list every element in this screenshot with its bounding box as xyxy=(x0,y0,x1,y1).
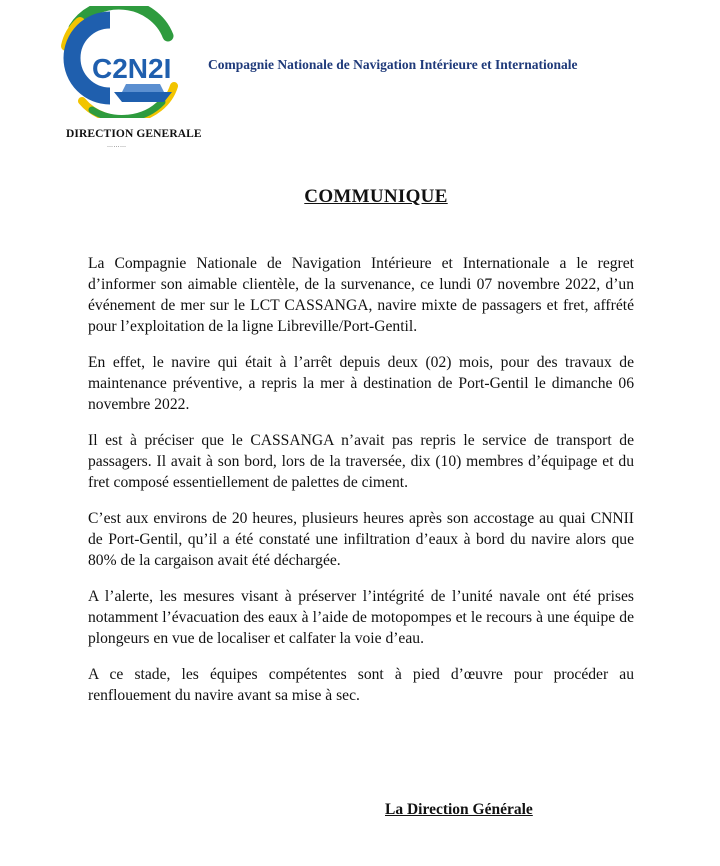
paragraph-3: Il est à préciser que le CASSANGA n’avait pas repris le service de transport de passagers. Il avait à son bord, lors de la traversée, dix (10) membres d’équipage et du fret composé essentiellement de palettes de ciment. xyxy=(88,432,634,491)
paragraph-1: La Compagnie Nationale de Navigation Intérieure et Internationale a le regret d’informer son aimable clientèle, de la survenance, ce lundi 07 novembre 2022, d’un événement de mer sur le LCT CASSANGA, navire mixte de passagers et fret, affrété pour l’exploitation de la ligne Libreville/Port-Gentil. xyxy=(88,255,634,335)
direction-dots: ……… xyxy=(107,143,127,149)
document-title: COMMUNIQUE xyxy=(304,186,448,207)
direction-label: DIRECTION GENERALE xyxy=(66,128,202,140)
company-name: Compagnie Nationale de Navigation Intérieure et Internationale xyxy=(208,57,578,72)
signature: La Direction Générale xyxy=(385,801,533,818)
paragraph-6: A ce stade, les équipes compétentes sont à pied d’œuvre pour procéder au renflouement du navire avant sa mise à sec. xyxy=(88,666,634,704)
communique-body xyxy=(88,253,634,721)
company-logo xyxy=(52,6,182,118)
paragraph-4: C’est aux environs de 20 heures, plusieurs heures après son accostage au quai CNNII de Port-Gentil, qu’il a été constaté une infiltration d’eaux à bord du navire alors que 80% de la cargaison avait été déchargée. xyxy=(88,510,634,569)
paragraph-2: En effet, le navire qui était à l’arrêt depuis deux (02) mois, pour des travaux de maintenance préventive, a repris la mer à destination de Port-Gentil le dimanche 06 novembre 2022. xyxy=(88,354,634,413)
logo-text: C2N2I xyxy=(92,53,172,84)
logo-emblem xyxy=(52,6,182,118)
paragraph-5: A l’alerte, les mesures visant à préserver l’intégrité de l’unité navale ont été prises notamment l’évacuation des eaux à l’aide de motopompes et le recours à une équipe de plongeurs en vue de localiser et calfater la voie d’eau. xyxy=(88,588,634,647)
